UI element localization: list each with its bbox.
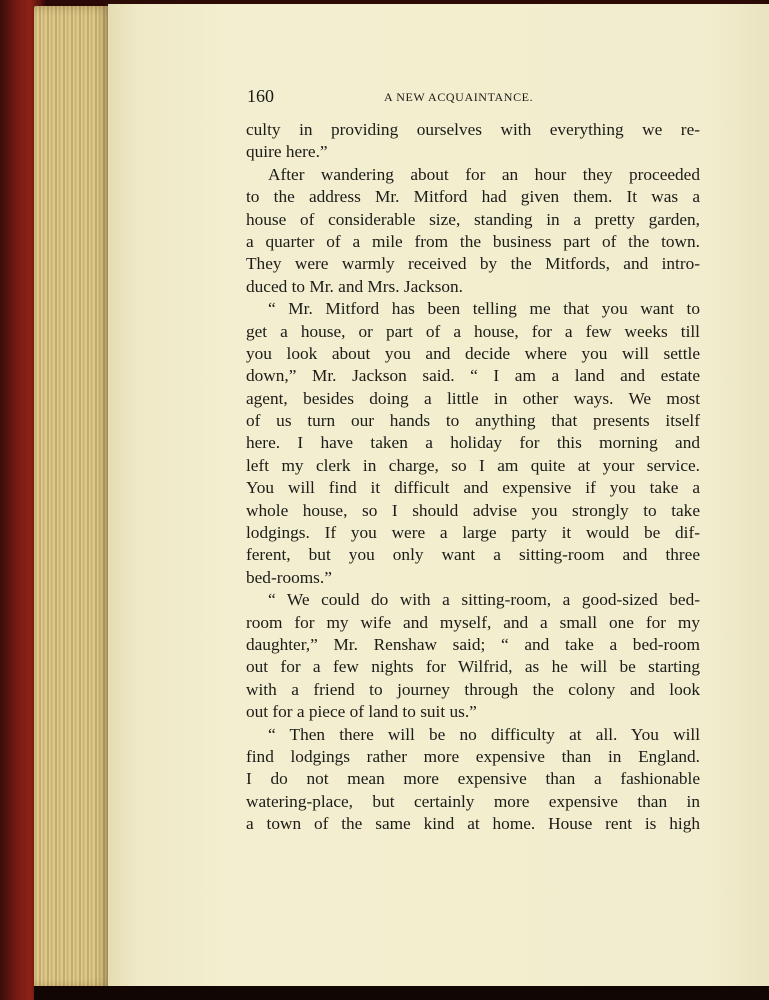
text-line: I do not mean more expensive than a fashionable xyxy=(246,769,700,789)
page-number: 160 xyxy=(247,86,274,106)
text-line: culty in providing ourselves with everything we re- xyxy=(246,120,700,139)
text-line: left my clerk in charge, so I am quite at your service. xyxy=(246,455,700,475)
text-line: lodgings. If you were a large party it would be dif- xyxy=(246,523,700,543)
text-line: with a friend to journey through the colony and look xyxy=(246,679,700,699)
running-head: A NEW ACQUAINTANCE. xyxy=(384,90,534,104)
text-line: a town of the same kind at home. House rent is high xyxy=(246,814,700,834)
text-line: out for a piece of land to suit us.” xyxy=(246,702,477,722)
text-line: You will find it difficult and expensive if you take a xyxy=(246,478,700,498)
text-line: find lodgings rather more expensive than in England. xyxy=(246,746,700,766)
text-line: house of considerable size, standing in a pretty garden, xyxy=(246,209,700,229)
text-line: duced to Mr. and Mrs. Jackson. xyxy=(246,276,463,296)
text-line: get a house, or part of a house, for a few weeks till xyxy=(246,321,700,341)
text-line: They were warmly received by the Mitfords, and intro- xyxy=(246,254,700,274)
body-text xyxy=(246,119,700,836)
text-line: “ Then there will be no difficulty at all. You will xyxy=(268,724,700,744)
text-line: agent, besides doing a little in other ways. We most xyxy=(246,388,700,408)
page-header xyxy=(247,86,699,108)
text-line: bed-rooms.” xyxy=(246,567,332,587)
text-line: of us turn our hands to anything that presents itself xyxy=(246,411,700,431)
text-line: whole house, so I should advise you strongly to take xyxy=(246,500,700,520)
text-line: you look about you and decide where you will settle xyxy=(246,343,700,363)
text-line: After wandering about for an hour they proceeded xyxy=(268,164,700,184)
text-line: down,” Mr. Jackson said. “ I am a land and estate xyxy=(246,366,700,386)
text-line: daughter,” Mr. Renshaw said; “ and take a bed-room xyxy=(246,634,700,654)
text-line: here. I have taken a holiday for this morning and xyxy=(246,433,700,453)
text-line: out for a few nights for Wilfrid, as he will be starting xyxy=(246,657,700,677)
text-line: a quarter of a mile from the business part of the town. xyxy=(246,231,700,251)
text-line: quire here.” xyxy=(246,142,328,162)
text-line: ferent, but you only want a sitting-room and three xyxy=(246,545,700,565)
text-line: “ Mr. Mitford has been telling me that you want to xyxy=(268,299,700,319)
text-line: watering-place, but certainly more expensive than in xyxy=(246,791,700,811)
text-line: to the address Mr. Mitford had given them. It was a xyxy=(246,187,700,207)
text-line: room for my wife and myself, and a small one for my xyxy=(246,612,700,632)
text-line: “ We could do with a sitting-room, a good-sized bed- xyxy=(268,590,700,610)
bottom-edge xyxy=(34,986,769,1000)
